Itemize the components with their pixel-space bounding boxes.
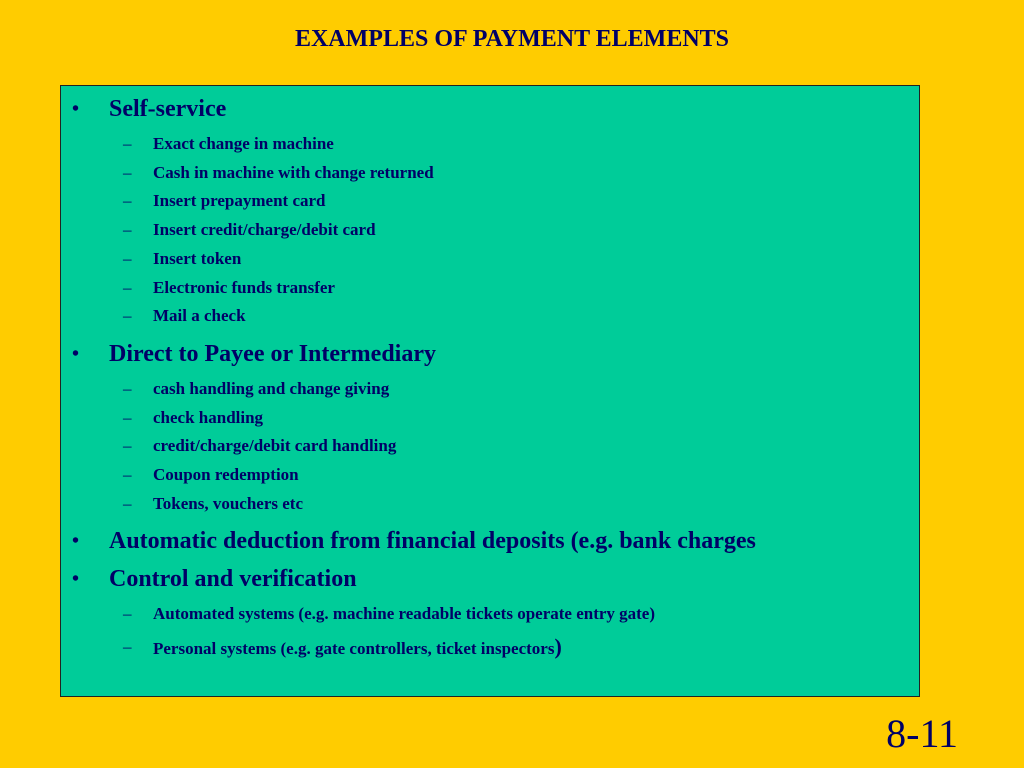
sub-item [109,432,921,461]
sub-item [109,245,921,274]
dash-marker: – [123,637,132,657]
dash-marker: – [123,493,132,513]
dash-marker: – [123,162,132,182]
bullet-marker: • [72,342,80,365]
dash-marker: – [123,407,132,427]
bullet-marker: • [72,530,80,553]
sub-item-label: Cash in machine with change returned [153,162,434,182]
bullet-item-automatic-deduction [61,526,921,556]
content-box [60,85,920,697]
bullet-label: Self-service [109,96,227,122]
sub-list [109,130,921,331]
dash-marker: – [123,191,132,211]
sub-item-label: Coupon redemption [153,465,299,485]
sub-item-label: Insert token [153,248,242,268]
dash-marker: – [123,134,132,153]
sub-item [109,159,921,188]
sub-item-label: Tokens, vouchers etc [153,493,304,513]
sub-item [109,375,921,404]
sub-item [109,130,921,159]
bullet-label: Control and verification [109,566,357,593]
sub-item-label: Exact change in machine [153,134,334,153]
bullet-marker: • [72,568,80,591]
page-number: 8-11 [886,711,958,756]
sub-item [109,274,921,303]
sub-item [109,404,921,433]
bullet-list [61,94,921,667]
sub-item [109,302,921,331]
sub-item [109,216,921,245]
sub-item-label: Insert credit/charge/debit card [153,220,376,240]
bullet-label: Direct to Payee or Intermediary [109,340,436,367]
sub-item-label: Electronic funds transfer [153,277,335,297]
closing-paren: ) [554,634,562,660]
sub-item [109,600,921,629]
sub-item-label: check handling [153,407,264,427]
sub-item [109,490,921,519]
dash-marker: – [123,378,132,398]
bullet-item-direct-to-payee [61,339,921,519]
bullet-marker: • [72,98,80,120]
sub-item-label: cash handling and change giving [153,378,390,398]
dash-marker: – [123,465,132,485]
sub-item-label: Insert prepayment card [153,191,326,211]
sub-item [109,629,921,667]
sub-item [109,461,921,490]
sub-list [109,375,921,519]
sub-item-label: credit/charge/debit card handling [153,436,397,456]
sub-item-label: Automated systems (e.g. machine readable tickets operate entry gate) [153,604,656,624]
dash-marker: – [123,220,132,240]
sub-item [109,187,921,216]
dash-marker: – [123,248,132,268]
sub-item-label: Personal systems (e.g. gate controllers, ticket inspectors [153,639,555,659]
dash-marker: – [123,604,132,624]
sub-list [109,600,921,667]
bullet-item-self-service [61,94,921,331]
bullet-label: Automatic deduction from financial deposits (e.g. bank charges [109,528,756,555]
slide-title: EXAMPLES OF PAYMENT ELEMENTS [294,26,730,52]
sub-item-label: Mail a check [153,306,246,326]
dash-marker: – [123,436,132,456]
dash-marker: – [123,306,132,326]
bullet-item-control-verification [61,564,921,667]
dash-marker: – [123,277,132,297]
